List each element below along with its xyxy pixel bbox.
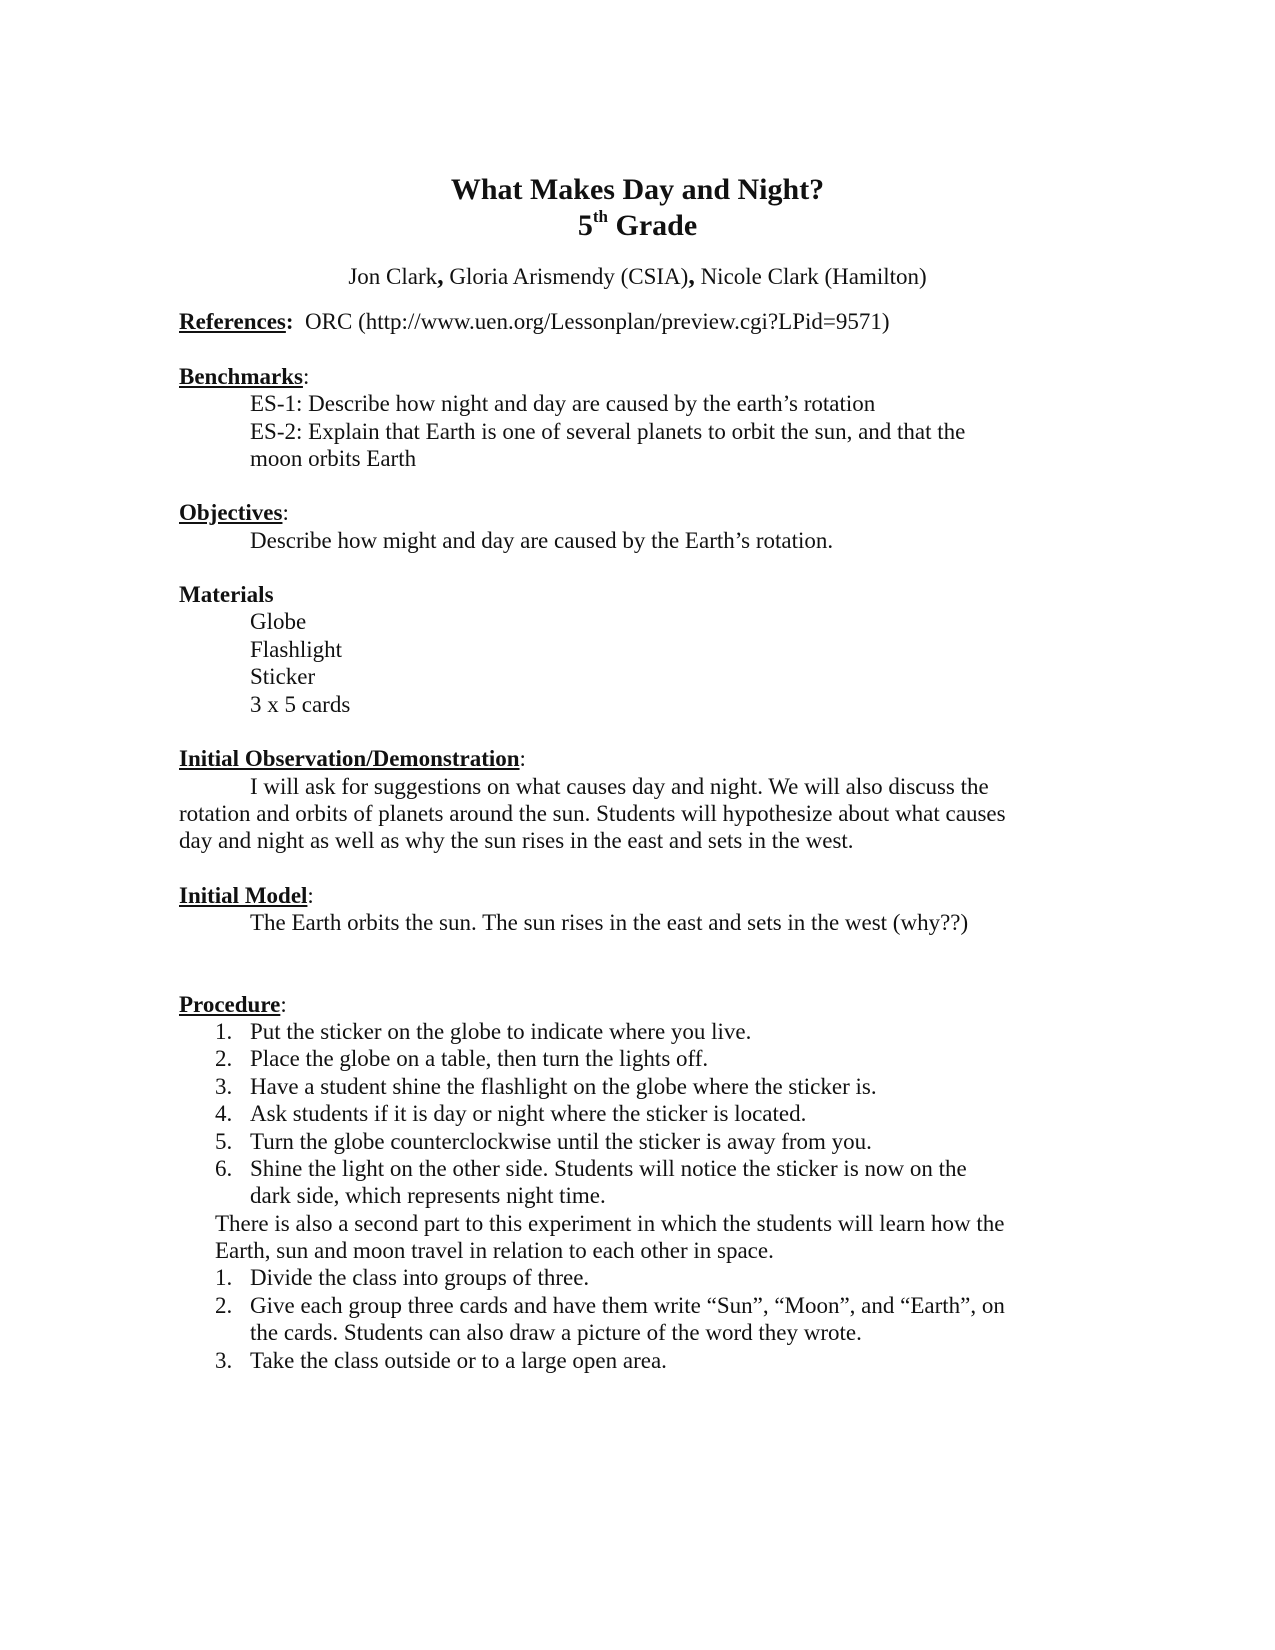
step-text: Ask students if it is day or night where the sticker is located. (250, 1101, 807, 1126)
title-line: What Makes Day and Night? (450, 173, 825, 206)
step-number: 3. (215, 1348, 233, 1373)
material-item: 3 x 5 cards (250, 692, 351, 717)
author-3: Nicole Clark (Hamilton) (700, 264, 927, 289)
grade-suffix: th (592, 207, 608, 226)
references-section (179, 308, 890, 336)
materials-heading: Materials (179, 582, 274, 607)
step-number: 4. (215, 1101, 233, 1126)
step-text: Give each group three cards and have them write “Sun”, “Moon”, and “Earth”, on (250, 1293, 1005, 1318)
benchmark-line: moon orbits Earth (250, 446, 417, 471)
benchmarks-heading: Benchmarks (179, 364, 303, 389)
step-number: 3. (215, 1074, 233, 1099)
observation-heading: Initial Observation/Demonstration (179, 746, 520, 771)
objectives-heading-line (179, 499, 289, 527)
objectives-colon: : (282, 500, 289, 525)
transition-line: There is also a second part to this experiment in which the students will learn how the (215, 1211, 1005, 1236)
step-number: 1. (215, 1019, 233, 1044)
model-heading: Initial Model (179, 883, 308, 908)
benchmarks-heading-line (179, 363, 309, 391)
grade-number: 5 (577, 209, 593, 242)
references-heading: References (179, 309, 286, 334)
observation-line: I will ask for suggestions on what causes day and night. We will also discuss the (250, 774, 989, 799)
grade-word: Grade (615, 209, 698, 242)
step-number: 2. (215, 1293, 233, 1318)
material-item: Globe (250, 609, 307, 634)
author-1: Jon Clark (348, 264, 438, 289)
step-number: 5. (215, 1129, 233, 1154)
procedure-colon: : (280, 992, 287, 1017)
benchmarks-colon: : (302, 364, 310, 389)
author-separator: , (437, 261, 444, 290)
material-item: Sticker (250, 664, 316, 689)
step-text: Have a student shine the flashlight on the globe where the sticker is. (250, 1074, 877, 1099)
authors-line (0, 262, 1275, 291)
objective-line: Describe how might and day are caused by the Earth’s rotation. (250, 528, 834, 553)
step-text: Turn the globe counterclockwise until the sticker is away from you. (250, 1129, 872, 1154)
procedure-heading-line (179, 991, 287, 1019)
step-text: Shine the light on the other side. Students will notice the sticker is now on the (250, 1156, 967, 1181)
transition-line: Earth, sun and moon travel in relation to each other in space. (215, 1238, 774, 1263)
procedure-heading: Procedure (179, 992, 281, 1017)
references-text: ORC (http://www.uen.org/Lessonplan/preview.cgi?LPid=9571) (305, 309, 890, 334)
step-text: the cards. Students can also draw a picture of the word they wrote. (250, 1320, 862, 1345)
model-colon: : (307, 883, 314, 908)
grade-heading (0, 208, 1275, 244)
step-number: 2. (215, 1046, 233, 1071)
step-number: 1. (215, 1265, 233, 1290)
benchmark-line: ES-2: Explain that Earth is one of several planets to orbit the sun, and that the (250, 419, 966, 444)
references-colon: : (285, 309, 294, 334)
model-line: The Earth orbits the sun. The sun rises in the east and sets in the west (why??) (250, 910, 969, 935)
step-text: Take the class outside or to a large open area. (250, 1348, 667, 1373)
observation-line: rotation and orbits of planets around the sun. Students will hypothesize about what causes (179, 801, 1006, 826)
observation-line: day and night as well as why the sun rises in the east and sets in the west. (179, 828, 854, 853)
step-text: dark side, which represents night time. (250, 1183, 606, 1208)
model-heading-line (179, 882, 314, 910)
benchmark-line: ES-1: Describe how night and day are caused by the earth’s rotation (250, 391, 876, 416)
step-number: 6. (215, 1156, 233, 1181)
author-2: Gloria Arismendy (CSIA) (449, 264, 689, 289)
step-text: Put the sticker on the globe to indicate where you live. (250, 1019, 752, 1044)
document-title (0, 172, 1275, 208)
observation-colon: : (519, 746, 526, 771)
objectives-heading: Objectives (179, 500, 283, 525)
observation-heading-line (179, 745, 526, 773)
step-text: Place the globe on a table, then turn the lights off. (250, 1046, 709, 1071)
material-item: Flashlight (250, 637, 343, 662)
step-text: Divide the class into groups of three. (250, 1265, 590, 1290)
author-separator: , (688, 261, 695, 290)
